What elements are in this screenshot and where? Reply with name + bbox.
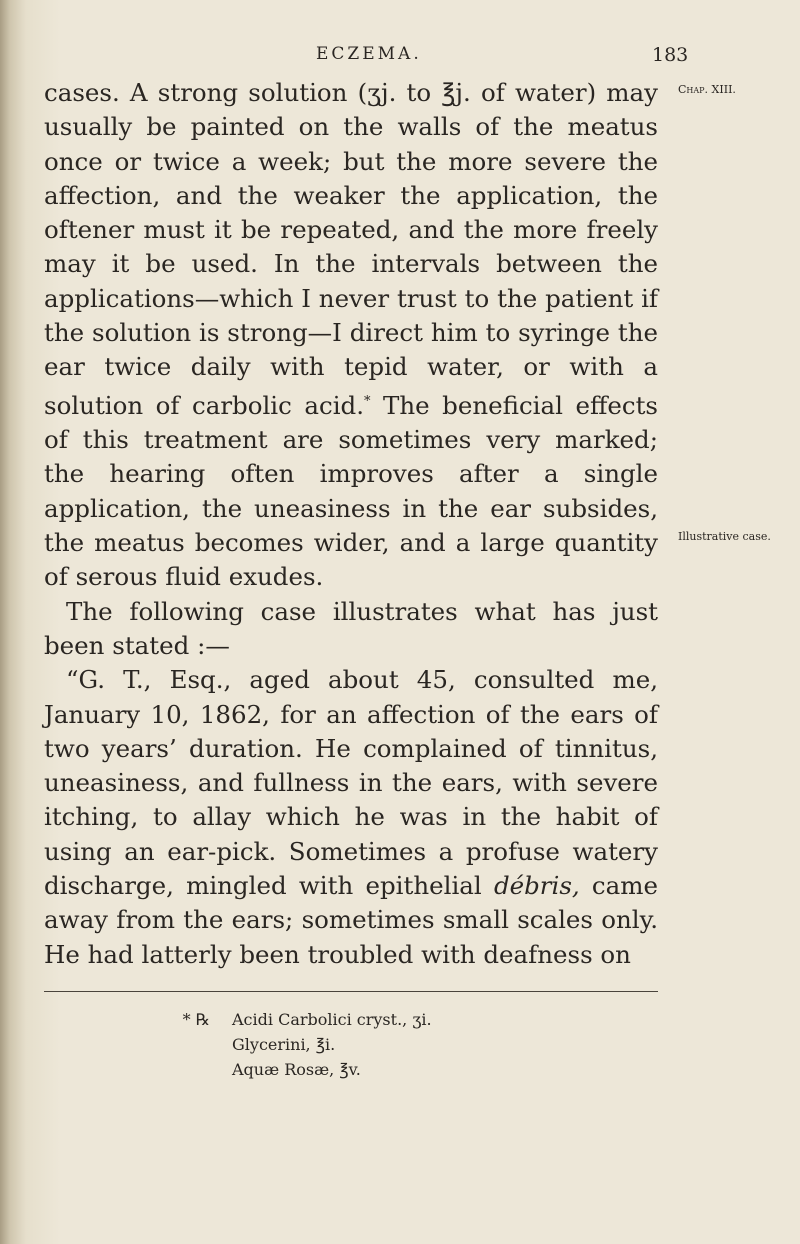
paragraph-text: came away from the ears; sometimes small scales only. He had latterly been troubled with deafness on: [44, 870, 658, 969]
page-number: 183: [652, 44, 689, 66]
paragraph-text: “G. T., Esq., aged about 45, consulted me, January 10, 1862, for an affection of the ears of two years’ duration. He complained of tinnitus, uneasiness, and fullness in the ears, with severe itching, to allay which he was in the habit of using an ear-pick. Sometimes a profuse watery discharge, mingled with epithelial: [44, 665, 658, 900]
paragraph-case-intro: The following case illustrates what has just been stated :—: [44, 596, 658, 660]
italic-term: débris,: [493, 870, 580, 900]
footnote-reference: *: [364, 393, 371, 409]
running-head: ECZEMA.: [316, 44, 422, 64]
footnote-line: Glycerini, ℥i.: [232, 1035, 336, 1054]
paragraph-text: cases. A strong solution (ʒj. to ℥j. of water) may usually be painted on the walls of the meatus once or twice a week; but the more severe the affection, and the weaker the application, the oftener must it be repeated, and the more freely may it be used. In the intervals between the applications—which I never trust to the patient if the solution is strong—I direct him to syringe the ear twice daily with tepid water, or with a solution of carbolic acid.: [44, 78, 658, 420]
footnote-text: Acidi Carbolici cryst., ʒi.: [232, 1010, 432, 1029]
footnote-divider: [44, 991, 658, 992]
margin-note-chapter: Chap. XIII.: [678, 83, 736, 96]
body-text: [44, 76, 658, 972]
footnote: [154, 1007, 432, 1082]
footnote-line: [154, 1007, 432, 1032]
footnote-mark: * ℞: [182, 1010, 210, 1029]
paragraph-case: [44, 663, 658, 972]
margin-note-illustrative-case: Illustrative case.: [678, 530, 771, 543]
footnote-line: Aquæ Rosæ, ℥v.: [232, 1060, 361, 1079]
paragraph-text: The beneficial effects of this treatment are sometimes very marked; the hearing often improves after a single application, the uneasiness in the ear subsides, the meatus becomes wider, and a large quantity of serous fluid exudes.: [44, 390, 658, 592]
paragraph-treatment: [44, 76, 658, 595]
